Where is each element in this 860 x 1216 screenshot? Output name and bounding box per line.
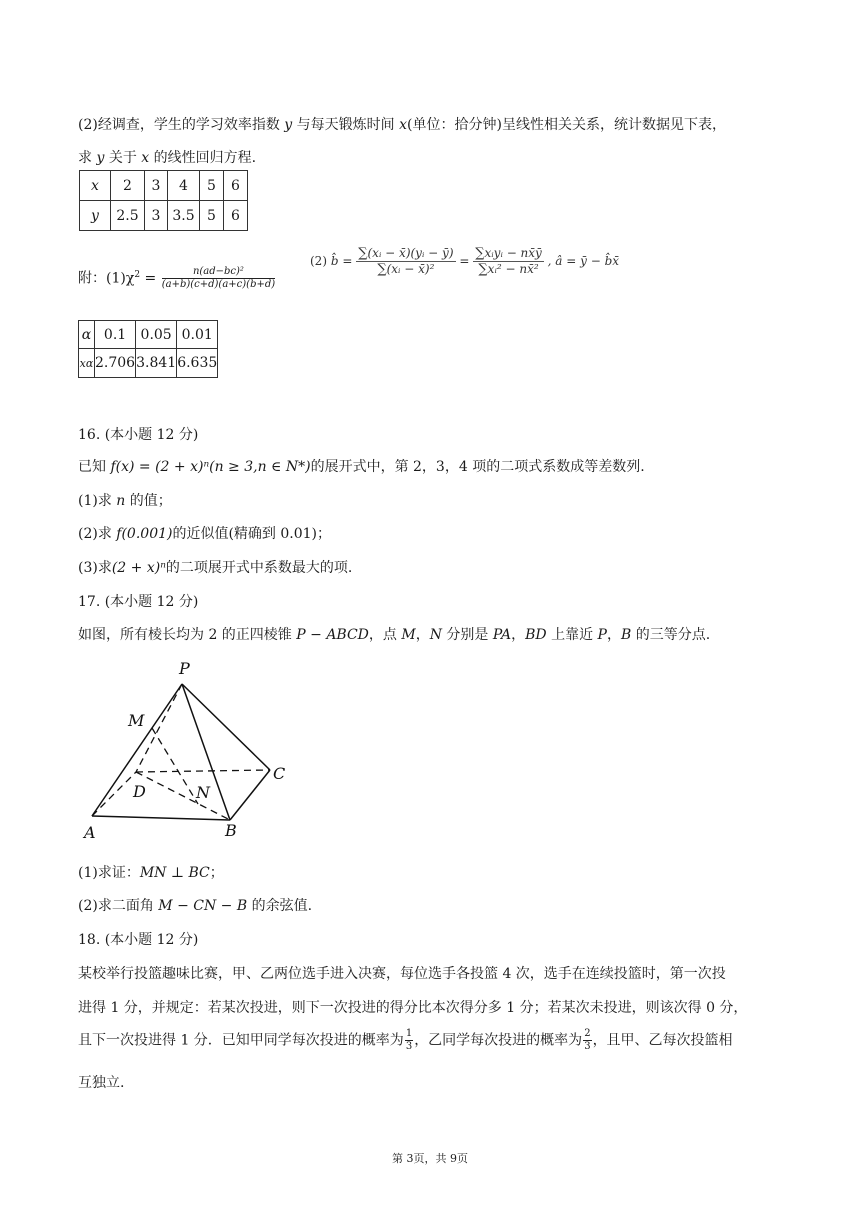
question-17-part1	[78, 862, 224, 882]
fraction-denominator: 3	[584, 1041, 591, 1052]
table-cell: 0.1	[95, 321, 136, 349]
label-N: N	[196, 783, 210, 802]
fraction-denominator: 3	[405, 1041, 413, 1052]
var-x: x	[399, 117, 408, 133]
text-run: ，点	[368, 627, 402, 643]
question-16-header: 16. (本小题 12 分)	[78, 427, 199, 443]
text-run: ；	[209, 865, 224, 881]
sum-symbol: ∑	[478, 262, 488, 277]
text-run: 的三等分点.	[631, 627, 711, 643]
probability-fraction-2	[583, 1028, 591, 1053]
math-expression: M − CN − B	[158, 898, 248, 914]
text-run: (xᵢ − x̄)²	[386, 262, 435, 276]
table-cell: 3.841	[136, 349, 177, 378]
text-run: ，	[415, 627, 430, 643]
chi-square-fraction	[162, 266, 275, 291]
table-cell: y	[80, 201, 111, 231]
superscript: 2	[134, 269, 141, 280]
edge-AB	[92, 816, 230, 820]
edge-PC	[182, 684, 270, 770]
text-run: xᵢ² − nx̄²	[487, 262, 539, 276]
text-run: 的线性回归方程.	[149, 150, 257, 166]
table-cell: x	[80, 171, 111, 201]
text-run: 上靠近	[546, 627, 598, 643]
math-expression: N	[429, 627, 442, 643]
text-run: xᵢyᵢ − nx̄ȳ	[484, 246, 542, 260]
question-17-stem	[78, 624, 710, 644]
table-cell: 2	[111, 171, 145, 201]
edge-BC	[230, 770, 270, 820]
label-D: D	[133, 782, 146, 801]
question-18-line1: 某校举行投篮趣味比赛，甲、乙两位选手进入决赛，每位选手各投篮 4 次，选手在连续投篮时，第一次投	[78, 966, 726, 982]
text-run: 的近似值(精确到 0.01)；	[172, 526, 332, 542]
question-16-part1	[78, 490, 172, 510]
math-expression: PA	[492, 627, 512, 643]
text-run: 的值；	[125, 493, 172, 509]
table-cell: 3	[145, 201, 168, 231]
label-M: M	[128, 711, 145, 730]
table-row	[80, 201, 248, 231]
math-expression: M	[401, 627, 416, 643]
fraction-denominator: (a+b)(c+d)(a+c)(b+d)	[161, 279, 276, 290]
fraction-numerator: 2	[584, 1028, 591, 1039]
page-footer: 第 3页，共 9页	[392, 1152, 468, 1165]
math-expression: MN ⊥ BC	[139, 865, 210, 881]
sum-symbol: ∑	[377, 262, 387, 277]
text-run: (xᵢ − x̄)(yᵢ − ȳ)	[367, 246, 454, 260]
text-run: 的二项展开式中系数最大的项.	[165, 560, 353, 576]
table-cell: α	[79, 321, 95, 349]
table-cell: 0.01	[177, 321, 218, 349]
table-cell: 0.05	[136, 321, 177, 349]
edge-DC	[136, 770, 270, 772]
table-cell: 5	[200, 201, 224, 231]
text-run: ，且甲、乙每次投篮相	[592, 1032, 733, 1049]
text-run: 分别是	[441, 627, 493, 643]
table-cell: xα	[79, 349, 95, 378]
question-18-line4: 互独立.	[78, 1075, 125, 1091]
text-run: (1)求证：	[78, 865, 140, 881]
table-cell: 2.706	[95, 349, 136, 378]
table-cell: 3.5	[168, 201, 200, 231]
label-P: P	[179, 659, 190, 678]
var-y: y	[96, 150, 105, 166]
question-16-part3	[78, 557, 352, 577]
appendix-chi-formula	[78, 266, 276, 291]
b-hat-symbol: b̂	[330, 254, 339, 268]
probability-fraction-1	[405, 1028, 413, 1053]
math-expression: f(x) = (2 + x)ⁿ(n ≥ 3,n ∈ N*)	[110, 459, 311, 475]
table-cell: 4	[168, 171, 200, 201]
text-run: (2)经调查，学生的学习效率指数	[78, 117, 285, 133]
var-x: x	[141, 150, 150, 166]
q15-part2-line2	[78, 147, 256, 167]
table-cell: 5	[200, 171, 224, 201]
fraction-denominator	[473, 262, 544, 277]
math-expression: BD	[525, 627, 547, 643]
text-run: (单位：拾分钟)呈线性相关关系，统计数据见下表，	[407, 117, 726, 133]
fraction-numerator: n(ad−bc)²	[162, 266, 275, 279]
text-run: ，	[606, 627, 621, 643]
var-y: y	[284, 117, 293, 133]
regression-fraction-1	[356, 246, 455, 277]
text-run: 如图，所有棱长均为 2 的正四棱锥	[78, 627, 297, 643]
text-run: , â = ȳ − b̂x̄	[547, 254, 620, 268]
table-cell: 6.635	[177, 349, 218, 378]
text-run: (2)求二面角	[78, 898, 159, 914]
table-cell: 3	[145, 171, 168, 201]
text-run: ，乙同学每次投进的概率为	[414, 1032, 583, 1049]
text-run: (1)求	[78, 493, 117, 509]
text-run: 的展开式中，第 2，3，4 项的二项式系数成等差数列.	[310, 459, 645, 475]
alpha-critical-table	[78, 320, 218, 378]
table-cell: 6	[224, 201, 248, 231]
math-expression: f(0.001)	[116, 526, 173, 542]
question-18-line2: 进得 1 分，并规定：若某次投进，则下一次投进的得分比本次得分多 1 分；若某次未投进，则该次得 0 分，	[78, 1000, 748, 1016]
text-run: 已知	[78, 459, 111, 475]
segment-MN	[152, 728, 198, 804]
sum-symbol: ∑	[358, 246, 368, 261]
text-run: ，	[511, 627, 526, 643]
label-C: C	[273, 764, 286, 783]
regression-fraction-2	[473, 246, 544, 277]
question-18-header: 18. (本小题 12 分)	[78, 932, 199, 948]
fraction-numerator	[356, 246, 455, 262]
text-run: 关于	[104, 150, 142, 166]
text-run: =	[140, 270, 161, 287]
xy-data-table	[79, 170, 248, 231]
sum-symbol: ∑	[475, 246, 485, 261]
text-run: 的余弦值.	[247, 898, 313, 914]
table-row	[79, 321, 218, 349]
text-run: (2)	[310, 254, 327, 268]
math-expression: (2 + x)ⁿ	[111, 560, 166, 576]
pyramid-figure	[80, 652, 300, 844]
math-expression: B	[620, 627, 632, 643]
question-17-part2	[78, 895, 312, 915]
math-expression: P	[597, 627, 607, 643]
regression-formula: (2) b̂ = $\frac{\text{∑(xᵢ − x̄)(yᵢ − ȳ)}}{\text{∑(xᵢ − x̄)²}}$ = ∑xᵢyᵢ − nx̄ȳ ∑xᵢ² − nx̄² , â = ȳ − b̂x̄	[310, 246, 620, 277]
table-cell: 6	[224, 171, 248, 201]
table-row	[80, 171, 248, 201]
question-17-header: 17. (本小题 12 分)	[78, 594, 199, 610]
text-run: (2)求	[78, 526, 117, 542]
edge-AD	[92, 772, 136, 816]
text-run: 附：(1)χ	[78, 270, 135, 287]
text-run: (3)求	[78, 560, 112, 576]
label-B: B	[225, 821, 237, 840]
question-16-part2	[78, 523, 331, 543]
math-expression: P − ABCD	[296, 627, 369, 643]
question-16-stem	[78, 456, 645, 476]
label-A: A	[84, 823, 96, 842]
fraction-numerator	[473, 246, 544, 262]
text-run: 求	[78, 150, 97, 166]
var-n: n	[116, 493, 126, 509]
fraction-numerator: 1	[405, 1028, 413, 1039]
table-cell: 2.5	[111, 201, 145, 231]
q15-part2-line1	[78, 114, 726, 134]
text-run: 与每天锻炼时间	[292, 117, 400, 133]
table-row	[79, 349, 218, 378]
fraction-denominator	[356, 262, 455, 277]
text-run: 且下一次投进得 1 分．已知甲同学每次投进的概率为	[78, 1032, 404, 1049]
question-18-line3	[78, 1028, 733, 1053]
